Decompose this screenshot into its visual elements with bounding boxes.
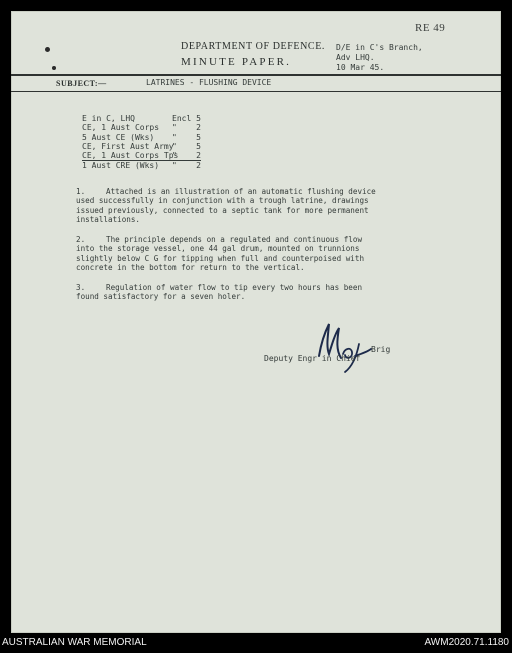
distribution-row [82,123,201,132]
signatory-title: Deputy Engr in Chief [264,354,361,363]
punch-hole [45,47,50,52]
minute-paper-sheet [11,11,501,633]
paragraph-line: concrete in the bottom for return to the vertical. [76,263,305,273]
paragraph-2 [76,235,364,273]
memo-date: 10 Mar 45. [336,63,385,72]
paragraph-1 [76,187,376,225]
footer-institution: AUSTRALIAN WAR MEMORIAL [2,637,147,648]
paragraph-line: Regulation of water flow to tip every two hours has been [106,283,363,292]
paragraph-3 [76,283,362,302]
from-line-1: D/E in C's Branch, [336,43,423,52]
paragraph-number: 1. [76,187,86,196]
paragraph-line: found satisfactory for a seven holer. [76,292,246,302]
department-heading: DEPARTMENT OF DEFENCE. [181,41,326,52]
distribution-recipient: CE, 1 Aust Corps [82,123,160,133]
paragraph-number: 3. [76,283,86,292]
distribution-qty: " 5 [172,141,201,151]
paragraph-line: installations. [76,215,141,225]
paragraph-line: slightly below C G for tipping when full and counterpoised with [76,253,365,263]
paragraph-line: The principle depends on a regulated and continuous flow [106,235,363,244]
distribution-row [82,151,201,160]
from-line-2: Adv LHQ. [336,53,375,62]
distribution-list [82,114,201,171]
paragraph-line: into the storage vessel, one 44 gal drum, mounted on trunnions [76,244,360,254]
subject-text: LATRINES - FLUSHING DEVICE [146,78,272,87]
distribution-recipient: 5 Aust CE (Wks) [82,132,155,142]
paragraph-line: used successfully in conjunction with a trough latrine, drawings [76,196,369,206]
distribution-qty: " 2 [172,123,201,133]
distribution-row [82,114,201,123]
distribution-row [82,160,201,170]
signatory-rank: Brig [371,345,391,354]
distribution-recipient: 1 Aust CRE (Wks) [82,161,160,171]
header-rule [11,74,501,76]
subject-rule [11,91,501,92]
distribution-qty: " 2 [172,161,201,171]
distribution-recipient: CE, 1 Aust Corps Tps [82,151,179,161]
file-reference: RE 49 [415,22,446,34]
distribution-qty: " 2 [172,151,201,161]
paragraph-line: issued previously, connected to a septic tank for more permanent [76,205,369,215]
distribution-recipient: E in C, LHQ [82,114,135,123]
distribution-row [82,142,201,151]
paragraph-line: Attached is an illustration of an automatic flushing device [106,187,376,196]
minute-paper-heading: MINUTE PAPER. [181,56,292,68]
paragraph-number: 2. [76,235,86,244]
subject-label: SUBJECT:— [56,79,107,88]
footer-accession-number: AWM2020.71.1180 [424,637,509,648]
distribution-row [82,133,201,142]
distribution-recipient: CE, First Aust Army [82,141,174,151]
distribution-qty: " 5 [172,132,201,142]
punch-hole [52,66,56,70]
distribution-qty: Encl 5 [172,114,201,123]
